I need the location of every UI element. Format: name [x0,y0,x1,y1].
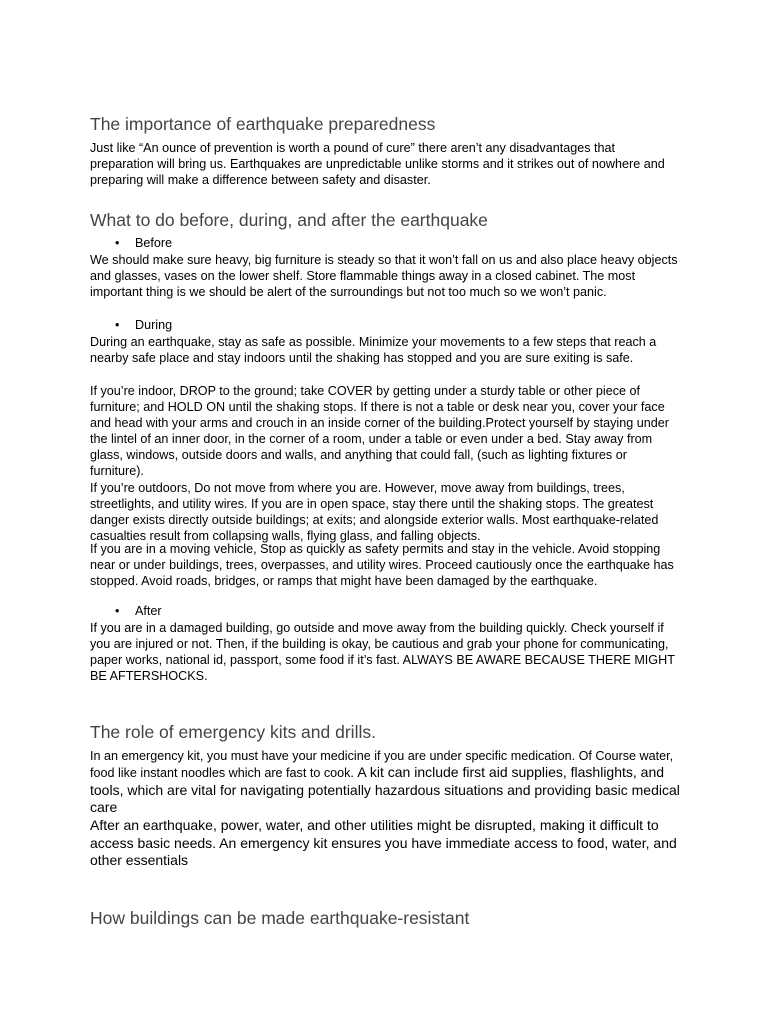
bullet-icon: • [115,604,120,618]
paragraph-during: During an earthquake, stay as safe as possible. Minimize your movements to a few steps that reach a nearby safe place and stay indoors until the shaking has stopped and you are sure exiting is safe. [90,335,657,366]
list-item-label: During [135,318,173,332]
kit-text-small: In an emergency kit, you must have your medicine if you are under specific medication. Of Course water, food like instant noodles which are fast to cook. [90,749,674,781]
paragraph-vehicle: If you are in a moving vehicle, Stop as quickly as safety permits and stay in the vehicle. Avoid stopping near or under buildings, trees, overpasses, and utility wires. Proceed cautiously once the earthquake has stopped. Avoid roads, bridges, or ramps that might have been damaged by the earthquake. [90,542,674,589]
list-item-label: After [135,604,162,618]
paragraph-kit-contents [90,748,680,817]
paragraph-kit-utilities: After an earthquake, power, water, and other utilities might be disrupted, making it difficult to access basic needs. An emergency kit ensures you have immediate access to food, water, and other essentials [90,817,677,868]
heading-earthquake-resistant: How buildings can be made earthquake-resistant [90,908,470,928]
paragraph-preparedness: Just like “An ounce of prevention is worth a pound of cure” there aren’t any disadvantages that preparation will bring us. Earthquakes are unpredictable unlike storms and it strikes out of nowhere and preparing will make a difference between safety and disaster. [90,141,665,188]
heading-preparedness: The importance of earthquake preparedness [90,114,436,134]
kit-text-large: A kit can include first aid supplies, flashlights, and tools, which are vital for navigating potentially hazardous situations and providing basic medical care [90,764,680,816]
heading-before-during-after: What to do before, during, and after the earthquake [90,210,488,230]
list-item-label: Before [135,236,173,250]
paragraph-outdoor: If you’re outdoors, Do not move from where you are. However, move away from buildings, trees, streetlights, and utility wires. If you are in open space, stay there until the shaking stops. The greatest danger exists directly outside buildings; at exits; and alongside exterior walls. Most earthquake-related casualties result from collapsing walls, flying glass, and falling objects. [90,481,659,544]
paragraph-before: We should make sure heavy, big furniture is steady so that it won’t fall on us and also place heavy objects and glasses, vases on the lower shelf. Store flammable things away in a closed cabinet. The most important thing is we should be alert of the surroundings but not too much so we won’t panic. [90,253,678,300]
bullet-icon: • [115,236,120,250]
bullet-icon: • [115,318,120,332]
heading-emergency-kits: The role of emergency kits and drills. [90,722,376,742]
paragraph-after: If you are in a damaged building, go outside and move away from the building quickly. Check yourself if you are injured or not. Then, if the building is okay, be cautious and grab your phone for communicating, paper works, national id, passport, some food if it’s fast. ALWAYS BE AWARE BECAUSE THERE MIGHT BE AFTERSHOCKS. [90,621,675,684]
paragraph-indoor: If you’re indoor, DROP to the ground; take COVER by getting under a sturdy table or other piece of furniture; and HOLD ON until the shaking stops. If there is not a table or desk near you, cover your face and head with your arms and crouch in an inside corner of the building.Protect yourself by staying under the lintel of an inner door, in the corner of a room, under a table or even under a bed. Stay away from glass, windows, outside doors and walls, and anything that could fall, (such as lighting fixtures or furniture). [90,384,669,479]
